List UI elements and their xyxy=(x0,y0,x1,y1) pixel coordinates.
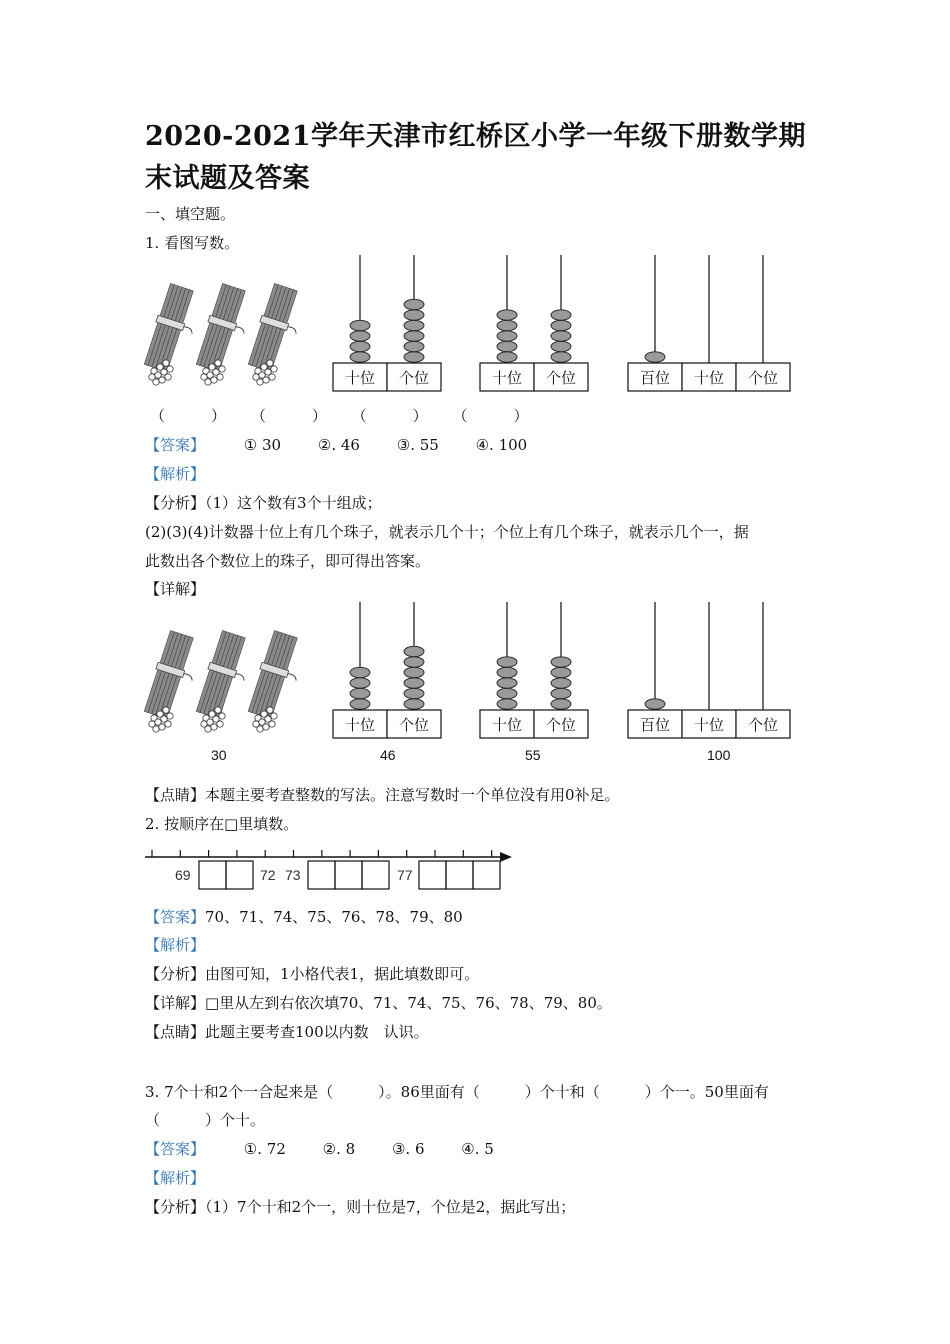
question-3-stem: 3. 7个十和2个一合起来是（ ）。86里面有（ ）个十和（ ）个一。50里面有 xyxy=(145,1083,769,1101)
abacus-bead xyxy=(551,678,571,688)
place-label: 个位 xyxy=(398,716,430,734)
abacus-bead xyxy=(551,310,571,320)
q2-number-line xyxy=(140,845,520,895)
abacus-bead xyxy=(404,657,424,667)
nl-label: 77 xyxy=(397,867,413,883)
abacus-bead xyxy=(404,320,424,330)
abacus-bead xyxy=(350,667,370,677)
abacus-bead xyxy=(350,688,370,698)
abacus-bead xyxy=(404,299,424,309)
stick-bundle-icon xyxy=(142,283,204,385)
place-label: 十位 xyxy=(693,369,725,387)
nl-label: 73 xyxy=(285,867,301,883)
nl-label: 69 xyxy=(175,867,191,883)
q2-dianjing: 【点睛】此题主要考查100以内数 认识。 xyxy=(145,1023,429,1041)
q1-fenxi: 【分析】（1）这个数有3个十组成； xyxy=(145,494,382,512)
abacus-bead xyxy=(497,320,517,330)
abacus-bead xyxy=(497,341,517,351)
fill-box xyxy=(199,861,226,889)
q1-fenxi-line2: (2)(3)(4)计数器十位上有几个珠子，就表示几个十；个位上有几个珠子，就表示几个一，据 xyxy=(145,523,749,541)
arrow-icon xyxy=(500,852,512,862)
place-label: 百位 xyxy=(639,716,671,734)
abacus-bead xyxy=(404,341,424,351)
abacus-bead xyxy=(404,678,424,688)
abacus-bead xyxy=(350,678,370,688)
q2-jiexi: 【解析】 xyxy=(145,936,206,954)
abacus-bead xyxy=(404,667,424,677)
abacus-bead xyxy=(497,352,517,362)
stick-bundle-icon xyxy=(194,630,256,732)
nl-label: 72 xyxy=(260,867,276,883)
place-label: 百位 xyxy=(639,369,671,387)
q3-fenxi: 【分析】（1）7个十和2个一，则十位是7，个位是2，据此写出； xyxy=(145,1198,576,1216)
abacus-bead xyxy=(645,352,665,362)
place-label: 个位 xyxy=(545,369,577,387)
abacus-bead xyxy=(350,352,370,362)
abacus-bead xyxy=(497,688,517,698)
abacus-bead xyxy=(497,310,517,320)
stick-bundle-icon xyxy=(194,283,256,385)
abacus-bead xyxy=(350,331,370,341)
abacus-bead xyxy=(497,331,517,341)
fill-box xyxy=(419,861,446,889)
abacus-bead xyxy=(645,699,665,709)
place-label: 十位 xyxy=(693,716,725,734)
q3-jiexi: 【解析】 xyxy=(145,1169,206,1187)
abacus xyxy=(333,602,441,738)
abacus-bead xyxy=(551,352,571,362)
place-label: 十位 xyxy=(344,369,376,387)
abacus-bead xyxy=(497,657,517,667)
q1-xiangjie: 【详解】 xyxy=(145,580,206,598)
place-label: 个位 xyxy=(747,716,779,734)
abacus-bead xyxy=(551,331,571,341)
q1-answer-blanks: （ ） （ ） （ ） （ ） xyxy=(150,407,529,425)
abacus-bead xyxy=(551,341,571,351)
place-label: 个位 xyxy=(747,369,779,387)
abacus-bead xyxy=(404,688,424,698)
abacus-bead xyxy=(551,657,571,667)
answer-tag: 【答案】 xyxy=(145,436,206,454)
abacus-bead xyxy=(350,341,370,351)
abacus xyxy=(333,255,441,391)
fill-box xyxy=(308,861,335,889)
q1-dianjing: 【点睛】本题主要考查整数的写法。注意写数时一个单位没有用0补足。 xyxy=(145,786,620,804)
question-1-stem: 1. 看图写数。 xyxy=(145,234,240,252)
abacus-bead xyxy=(551,667,571,677)
q2-xiangjie: 【详解】□里从左到右依次填70、71、74、75、76、78、79、80。 xyxy=(145,994,612,1012)
fill-box xyxy=(362,861,389,889)
q1-solution-captions: 30 46 55 100 xyxy=(211,747,731,763)
abacus-bead xyxy=(497,678,517,688)
section-heading: 一、填空题。 xyxy=(145,205,236,223)
q1-solution-figure xyxy=(140,602,810,742)
fill-box xyxy=(226,861,253,889)
abacus-bead xyxy=(404,646,424,656)
q1-fenxi-line3: 此数出各个数位上的珠子，即可得出答案。 xyxy=(145,552,431,570)
place-label: 个位 xyxy=(545,716,577,734)
q1-figure xyxy=(140,255,810,400)
abacus-bead xyxy=(497,667,517,677)
abacus-bead xyxy=(551,320,571,330)
abacus xyxy=(628,255,790,391)
abacus xyxy=(480,602,588,738)
q2-answer: 【答案】70、71、74、75、76、78、79、80 xyxy=(145,908,463,926)
q1-jiexi: 【解析】 xyxy=(145,465,206,483)
abacus-bead xyxy=(350,320,370,330)
abacus-bead xyxy=(404,699,424,709)
stick-bundle-icon xyxy=(142,630,204,732)
place-label: 十位 xyxy=(491,716,523,734)
abacus-bead xyxy=(404,310,424,320)
question-2-stem: 2. 按顺序在□里填数。 xyxy=(145,815,299,833)
page-title: 2020-2021学年天津市红桥区小学一年级下册数学期末试题及答案 xyxy=(145,121,806,194)
abacus-bead xyxy=(404,331,424,341)
stick-bundle-icon xyxy=(246,283,308,385)
place-label: 十位 xyxy=(491,369,523,387)
q1-answer: 【答案】 ① 30 ②. 46 ③. 55 ④. 100 xyxy=(145,436,528,454)
stick-bundle-icon xyxy=(246,630,308,732)
fill-box xyxy=(335,861,362,889)
q3-answer: 【答案】 ①. 72 ②. 8 ③. 6 ④. 5 xyxy=(145,1140,494,1158)
abacus-bead xyxy=(551,699,571,709)
abacus-bead xyxy=(404,352,424,362)
abacus-bead xyxy=(551,688,571,698)
q2-fenxi: 【分析】由图可知，1小格代表1，据此填数即可。 xyxy=(145,965,480,983)
abacus xyxy=(480,255,588,391)
question-3-stem-line2: （ ）个十。 xyxy=(145,1111,266,1129)
abacus-bead xyxy=(497,699,517,709)
fill-box xyxy=(473,861,500,889)
place-label: 个位 xyxy=(398,369,430,387)
abacus xyxy=(628,602,790,738)
fill-box xyxy=(446,861,473,889)
place-label: 十位 xyxy=(344,716,376,734)
abacus-bead xyxy=(350,699,370,709)
